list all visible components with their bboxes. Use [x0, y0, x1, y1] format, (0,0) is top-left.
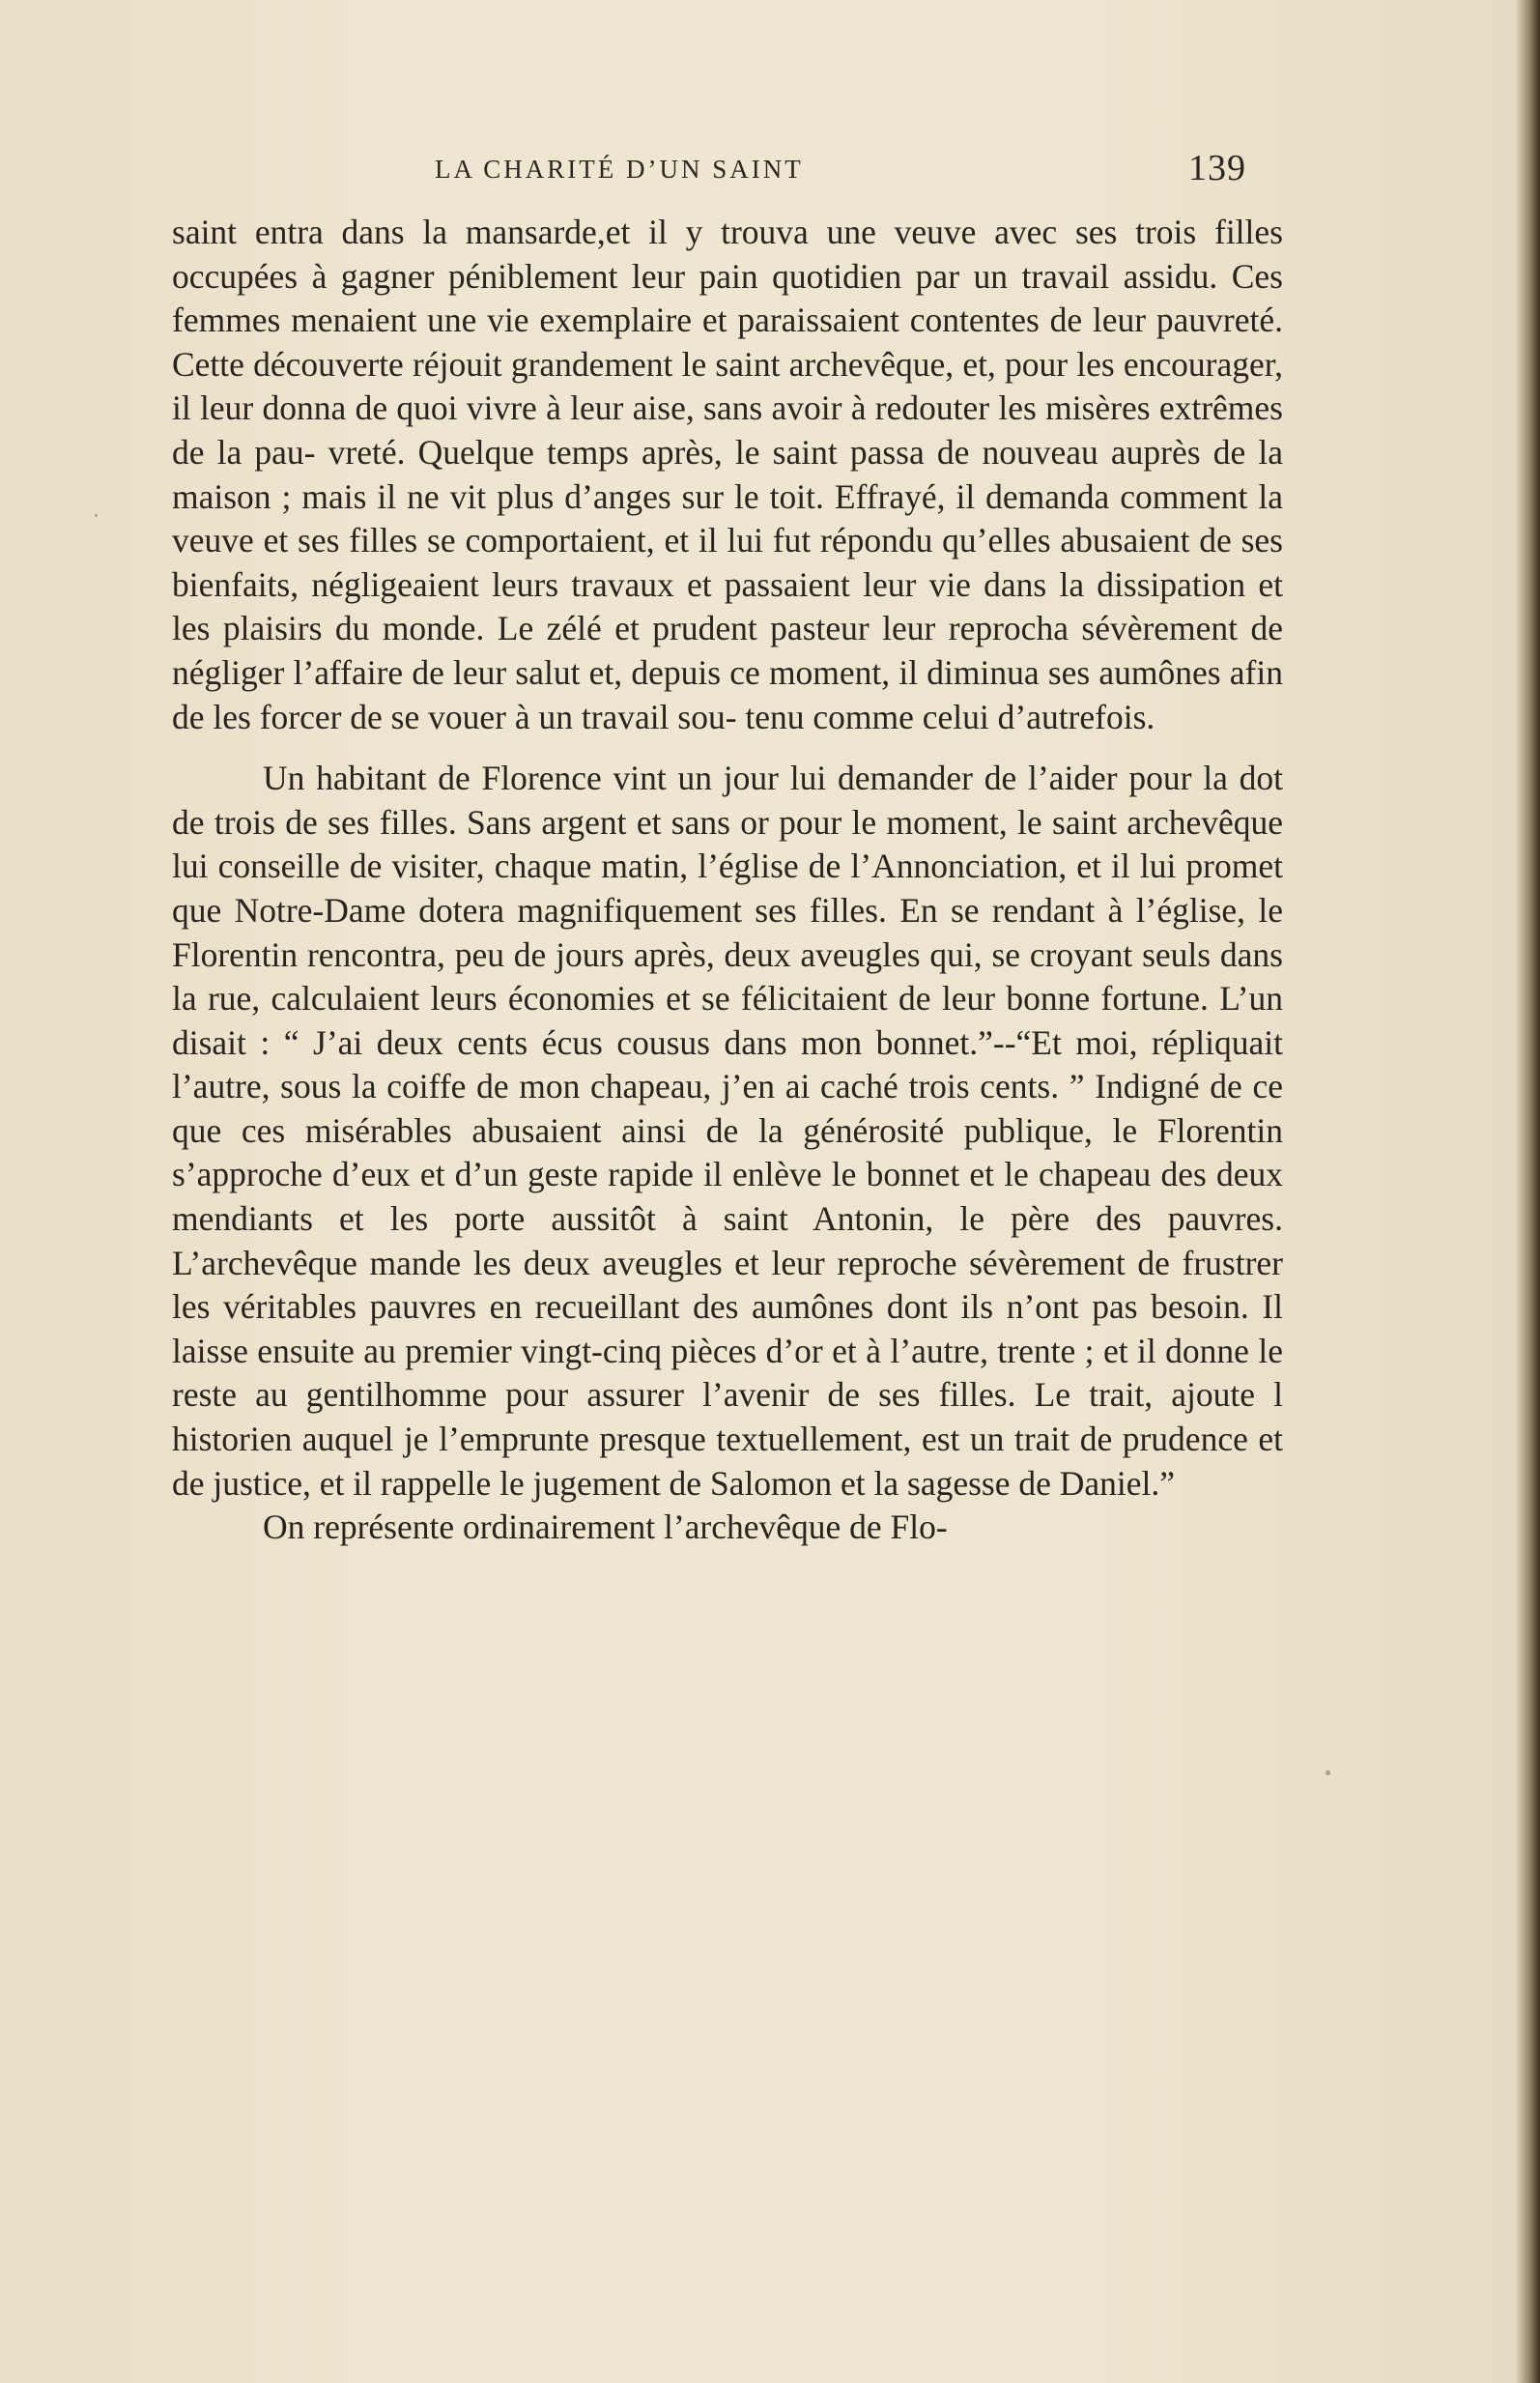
paragraph: Un habitant de Florence vint un jour lui demander de l’aider pour la dot de trois de ses filles. Sans argent et sans or pour le moment, le saint archevêque lui conseille de visiter, chaque matin, l’église de l’Annonciation, et il lui promet que Notre-Dame dotera magnifiquement ses filles. En se rendant à l’église, le Florentin rencontra, peu de jours après, deux aveugles qui, se croyant seuls dans la rue, calculaient leurs économies et se félicitaient de leur bonne fortune. L’un disait : “ J’ai deux cents écus cousus dans mon bonnet.”--“Et moi, répliquait l’autre, sous la coiffe de mon chapeau, j’en ai caché trois cents. ” Indigné de ce que ces misérables abusaient ainsi de la générosité publique, le Florentin s’approche d’eux et d’un geste rapide il enlève le bonnet et le chapeau des deux mendiants et les porte aussitôt à saint Antonin, le père des pauvres. L’archevêque mande les deux aveugles et leur reproche sévèrement de frustrer les véritables pauvres en recueillant des aumônes dont ils n’ont pas besoin. Il laisse ensuite au premier vingt-cinq pièces d’or et à l’autre, trente ; et il donne le reste au gentilhomme pour assurer l’avenir de ses filles. Le trait, ajoute l historien auquel je l’emprunte presque textuellement, est un trait de prudence et de justice, et il rappelle le jugement de Salomon et la sagesse de Daniel.”	[172, 759, 1283, 1503]
paragraph: On représente ordinairement l’archevêque de Flo-	[263, 1507, 948, 1547]
page-number: 139	[1188, 148, 1246, 188]
ink-speck	[1326, 1770, 1330, 1775]
page-header	[425, 147, 1246, 195]
paragraph: saint entra dans la mansarde,et il y trouva une veuve avec ses trois filles occupées à gagner péniblement leur pain quotidien par un travail assidu. Ces femmes menaient une vie exemplaire et paraissaient contentes de leur pauvreté. Cette découverte réjouit grandement le saint archevêque, et, pour les encourager, il leur donna de quoi vivre à leur aise, sans avoir à redouter les misères extrêmes de la pau- vreté. Quelque temps après, le saint passa de nouveau auprès de la maison ; mais il ne vit plus d’anges sur le toit. Effrayé, il demanda comment la veuve et ses filles se comportaient, et il lui fut répondu qu’elles abusaient de ses bienfaits, négligeaient leurs travaux et passaient leur vie dans la dissipation et les plaisirs du monde. Le zélé et prudent pasteur leur reprocha sévèrement de négliger l’affaire de leur salut et, depuis ce moment, il diminua ses aumônes afin de les forcer de se vouer à un travail sou- tenu comme celui d’autrefois.	[172, 213, 1283, 736]
body-text	[172, 211, 1283, 1550]
ink-speck	[95, 514, 98, 517]
running-title: LA CHARITÉ D’UN SAINT	[435, 155, 804, 184]
page-edge-shadow	[1515, 0, 1540, 2383]
